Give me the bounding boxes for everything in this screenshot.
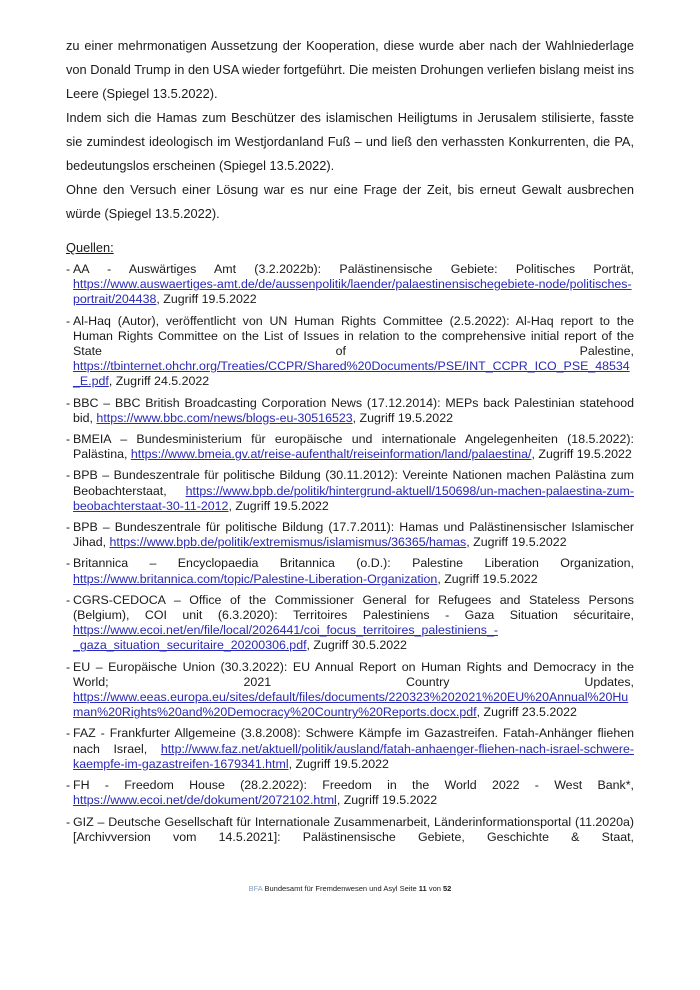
reference-bullet: - bbox=[66, 313, 71, 328]
reference-bullet: - bbox=[66, 395, 71, 410]
footer-page-number: 11 bbox=[418, 884, 427, 893]
footer-org-abbr: BFA bbox=[248, 884, 263, 893]
references-list bbox=[66, 262, 634, 845]
reference-item: - BPB – Bundeszentrale für politische Bildung (17.7.2011): Hamas und Palästinensischer Islamischer Jihad, https://www.bpb.de/politik/extremismus/islamismus/36365/hamas, Zugriff 19.5.2022 bbox=[66, 520, 634, 550]
reference-link[interactable]: https://www.ecoi.net/en/file/local/2026441/coi_focus_territoires_palestiniens_-_gaza_situation_securitaire_20200306.pdf bbox=[73, 623, 498, 653]
reference-bullet: - bbox=[66, 592, 71, 607]
reference-item: - BBC – BBC British Broadcasting Corporation News (17.12.2014): MEPs back Palestinian statehood bid, https://www.bbc.com/news/blogs-eu-30516523, Zugriff 19.5.2022 bbox=[66, 395, 634, 425]
reference-link[interactable]: https://www.bpb.de/politik/extremismus/islamismus/36365/hamas bbox=[109, 535, 467, 550]
reference-item: - BPB – Bundeszentrale für politische Bildung (30.11.2012): Vereinte Nationen machen Palästina zum Beobachterstaat, https://www.bpb.de/politik/hintergrund-aktuell/150698/un-machen-palaestina-zum-beobachterstaat-30-11-2012, Zugriff 19.5.2022 bbox=[66, 468, 634, 513]
reference-bullet: - bbox=[66, 556, 71, 571]
body-text bbox=[66, 34, 634, 226]
page-footer bbox=[0, 884, 700, 894]
reference-item: - GIZ – Deutsche Gesellschaft für Internationale Zusammenarbeit, Länderinformationsportal (11.2020a) [Archivversion vom 14.5.2021]: Palästinensische Gebiete, Geschichte & Staat, bbox=[66, 814, 634, 844]
reference-item: - Britannica – Encyclopaedia Britannica (o.D.): Palestine Liberation Organization, https://www.britannica.com/topic/Palestine-Liberation-Organization, Zugriff 19.5.2022 bbox=[66, 556, 634, 586]
reference-link[interactable]: https://www.eeas.europa.eu/sites/default/files/documents/220323%202021%20EU%20Annual%20Human%20Rights%20and%20Democracy%20Country%20Reports.docx.pdf bbox=[73, 690, 629, 720]
reference-bullet: - bbox=[66, 726, 71, 741]
reference-item: - EU – Europäische Union (30.3.2022): EU Annual Report on Human Rights and Democracy in the World; 2021 Country Updates, https://www.eeas.europa.eu/sites/default/files/documents/220323%202021%20EU%20Annual%20Human%20Rights%20and%20Democracy%20Country%20Reports.docx.pdf, Zugriff 23.5.2022 bbox=[66, 659, 634, 720]
reference-link[interactable]: https://www.auswaertiges-amt.de/de/aussenpolitik/laender/palaestinensischegebiete-node/politisches-portrait/204438 bbox=[73, 277, 632, 307]
reference-bullet: - bbox=[66, 659, 71, 674]
reference-bullet: - bbox=[66, 468, 71, 483]
reference-bullet: - bbox=[66, 262, 71, 276]
reference-link[interactable]: https://www.bpb.de/politik/hintergrund-aktuell/150698/un-machen-palaestina-zum-beobachterstaat-30-11-2012 bbox=[73, 483, 634, 513]
reference-bullet: - bbox=[66, 432, 71, 447]
sources-heading: Quellen: bbox=[66, 240, 114, 255]
reference-bullet: - bbox=[66, 814, 71, 829]
reference-link[interactable]: https://www.bmeia.gv.at/reise-aufenthalt/reiseinformation/land/palaestina/ bbox=[130, 447, 532, 462]
reference-item: - BMEIA – Bundesministerium für europäische und internationale Angelegenheiten (18.5.2022): Palästina, https://www.bmeia.gv.at/reise-aufenthalt/reiseinformation/land/palaestina/, Zugriff 19.5.2022 bbox=[66, 432, 634, 462]
body-paragraph: Ohne den Versuch einer Lösung war es nur eine Frage der Zeit, bis erneut Gewalt ausbrechen würde (Spiegel 13.5.2022). bbox=[66, 182, 634, 221]
reference-bullet: - bbox=[66, 520, 71, 535]
reference-item: - AA - Auswärtiges Amt (3.2.2022b): Palästinensische Gebiete: Politisches Porträt, https://www.auswaertiges-amt.de/de/aussenpolitik/laender/palaestinensischegebiete-node/politisches-portrait/204438, Zugriff 19.5.2022 bbox=[66, 262, 634, 307]
footer-org-name: Bundesamt für Fremdenwesen und Asyl bbox=[264, 884, 398, 893]
reference-item: - FH - Freedom House (28.2.2022): Freedom in the World 2022 - West Bank*, https://www.ecoi.net/de/dokument/2072102.html, Zugriff 19.5.2022 bbox=[66, 778, 634, 808]
footer-of-label: von bbox=[428, 884, 441, 893]
reference-link[interactable]: https://tbinternet.ohchr.org/Treaties/CCPR/Shared%20Documents/PSE/INT_CCPR_ICO_PSE_48534_E.pdf bbox=[73, 359, 630, 389]
body-paragraph: Indem sich die Hamas zum Beschützer des islamischen Heiligtums in Jerusalem stilisierte, fasste sie zumindest ideologisch im Westjordanland Fuß – und ließ den verhassten Konkurrenten, die PA, bedeutungslos erscheinen (Spiegel 13.5.2022). bbox=[66, 110, 634, 173]
footer-total-pages: 52 bbox=[443, 884, 452, 893]
reference-link[interactable]: http://www.faz.net/aktuell/politik/ausland/fatah-anhaenger-fliehen-nach-israel-schwere-kaempfe-im-gazastreifen-1679341.html bbox=[73, 741, 634, 771]
reference-bullet: - bbox=[66, 778, 71, 793]
footer-page-label: Seite bbox=[399, 884, 417, 893]
reference-item: - Al-Haq (Autor), veröffentlicht von UN Human Rights Committee (2.5.2022): Al-Haq report to the Human Rights Committee on the List of Issues in relation to the comprehensive initial report of the State of Palestine, https://tbinternet.ohchr.org/Treaties/CCPR/Shared%20Documents/PSE/INT_CCPR_ICO_PSE_48534_E.pdf, Zugriff 24.5.2022 bbox=[66, 313, 634, 389]
reference-link[interactable]: https://www.britannica.com/topic/Palestine-Liberation-Organization bbox=[73, 571, 438, 586]
body-paragraph: zu einer mehrmonatigen Aussetzung der Kooperation, diese wurde aber nach der Wahlniederlage von Donald Trump in den USA wieder fortgeführt. Die meisten Drohungen verliefen bislang meist ins Leere (Spiegel 13.5.2022). bbox=[66, 38, 634, 101]
reference-link[interactable]: https://www.ecoi.net/de/dokument/2072102.html bbox=[73, 793, 337, 808]
reference-link[interactable]: https://www.bbc.com/news/blogs-eu-30516523 bbox=[96, 410, 353, 425]
reference-item: - FAZ - Frankfurter Allgemeine (3.8.2008): Schwere Kämpfe im Gazastreifen. Fatah-Anhänger fliehen nach Israel, http://www.faz.net/aktuell/politik/ausland/fatah-anhaenger-fliehen-nach-israel-schwere-kaempfe-im-gazastreifen-1679341.html, Zugriff 19.5.2022 bbox=[66, 726, 634, 771]
reference-item: - CGRS-CEDOCA – Office of the Commissioner General for Refugees and Stateless Persons (Belgium), COI unit (6.3.2020): Territoires Palestiniens - Gaza Situation sécuritaire, https://www.ecoi.net/en/file/local/2026441/coi_focus_territoires_palestiniens_-_gaza_situation_securitaire_20200306.pdf, Zugriff 30.5.2022 bbox=[66, 592, 634, 653]
